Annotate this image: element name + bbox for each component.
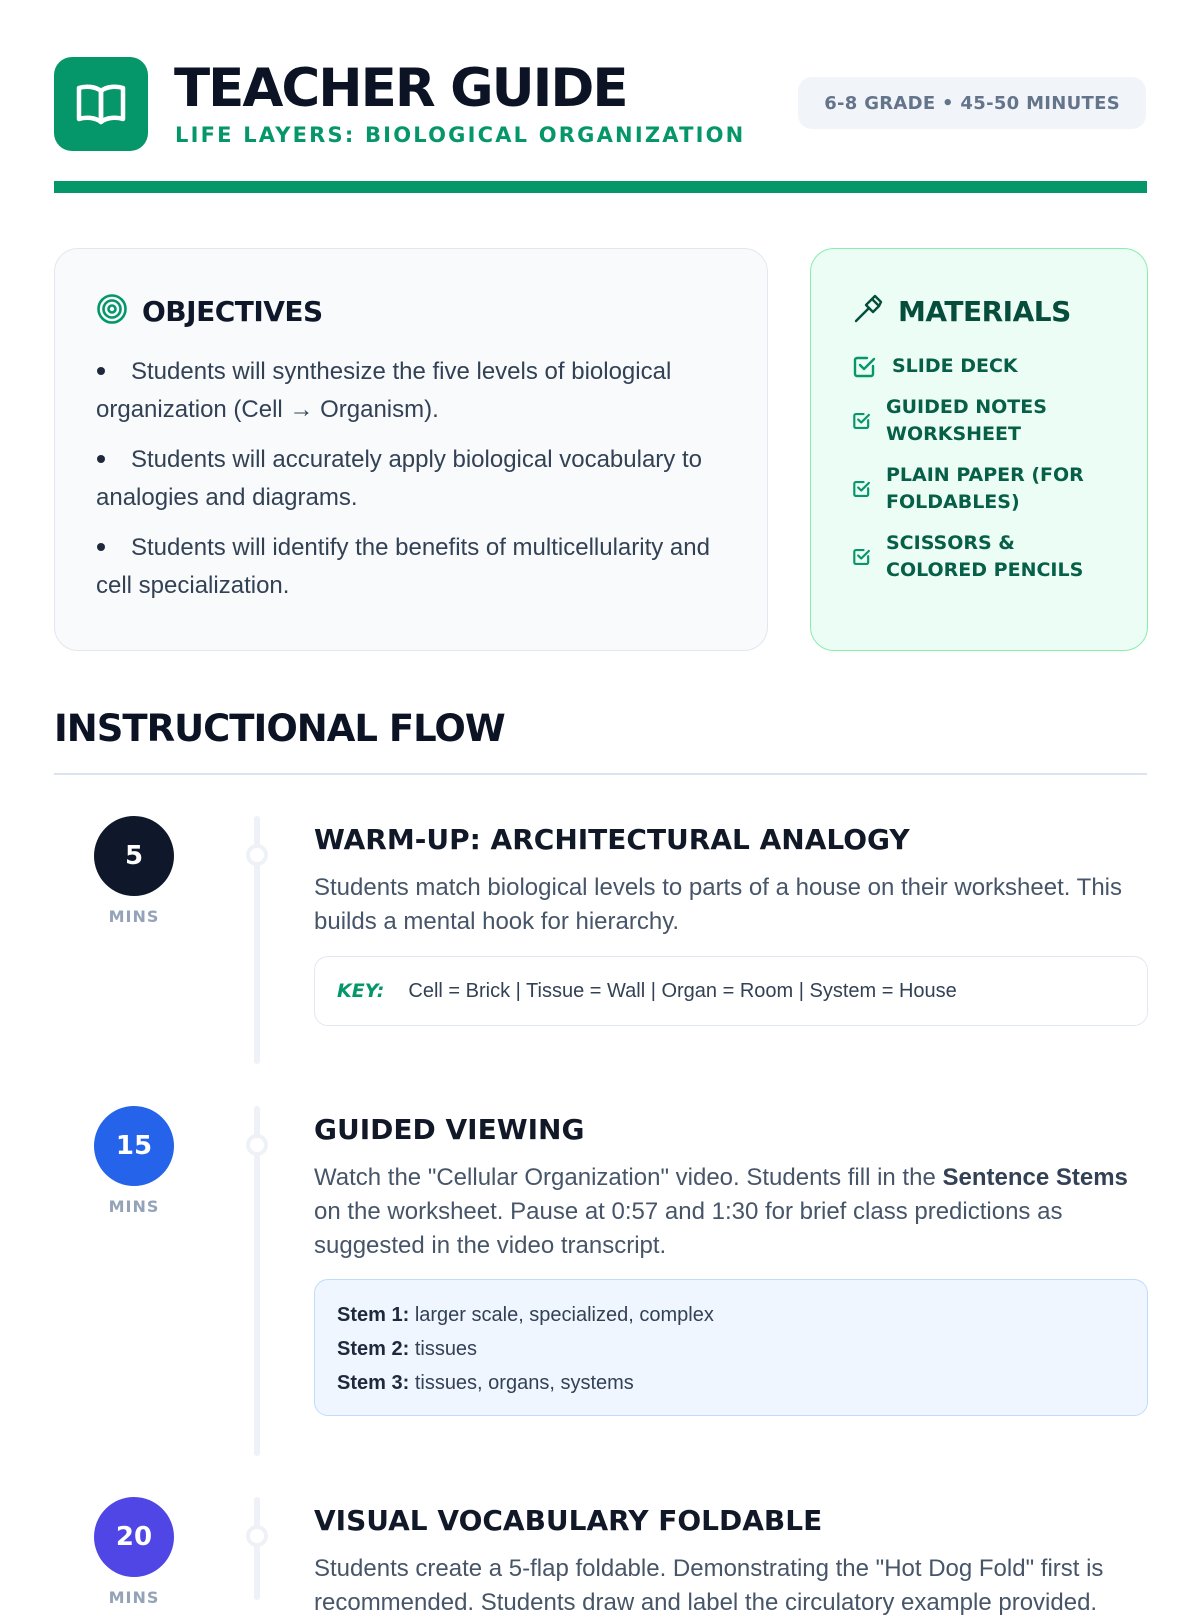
body-text: Watch the "Cellular Organization" video. Students fill in the — [314, 1164, 943, 1191]
timeline-dot — [246, 1134, 268, 1156]
material-label: PLAIN PAPER (FOR FOLDABLES) — [886, 464, 1084, 513]
stem-answer: tissues — [414, 1338, 478, 1360]
time-badge: 5 — [94, 816, 174, 896]
time-badge: 15 — [94, 1106, 174, 1186]
stem-label: Stem 1: — [337, 1304, 410, 1326]
list-item — [852, 394, 1122, 448]
objective-text: Students will identify the benefits of multicellularity and cell specialization. — [96, 534, 710, 599]
timeline-dot — [246, 1525, 268, 1547]
time-badge: 20 — [94, 1497, 174, 1577]
material-label: SLIDE DECK — [892, 355, 1018, 377]
mins-label: MINS — [108, 1588, 160, 1607]
answer-key-box — [314, 956, 1148, 1026]
header-divider — [54, 181, 1147, 193]
bullet-icon — [97, 455, 105, 463]
step-description: Students match biological levels to parts of a house on their worksheet. This builds a mental hook for hierarchy. — [314, 874, 1122, 935]
timeline-track — [254, 1106, 260, 1456]
list-item — [852, 462, 1122, 516]
materials-card — [810, 248, 1148, 651]
objectives-list — [96, 353, 736, 617]
checkbox-icon — [852, 479, 872, 499]
section-title: INSTRUCTIONAL FLOW — [54, 707, 505, 750]
checkbox-icon — [852, 547, 872, 567]
materials-title: MATERIALS — [898, 295, 1071, 328]
stem-row — [337, 1366, 1125, 1400]
checkbox-icon — [852, 354, 878, 380]
page-header — [54, 57, 1146, 152]
list-item — [96, 441, 736, 517]
material-label: GUIDED NOTES WORKSHEET — [886, 396, 1047, 445]
key-label: KEY: — [337, 980, 385, 1002]
key-text: Cell = Brick | Tissue = Wall | Organ = Room | System = House — [408, 979, 957, 1002]
step-title: VISUAL VOCABULARY FOLDABLE — [314, 1504, 823, 1537]
materials-header — [852, 293, 1071, 330]
timeline-track — [254, 1497, 260, 1600]
grade-duration-badge: 6-8 GRADE • 45-50 MINUTES — [798, 77, 1146, 129]
book-open-icon — [54, 57, 148, 151]
page-title: TEACHER GUIDE — [174, 58, 627, 119]
list-item — [96, 353, 736, 429]
bullet-icon — [97, 367, 105, 375]
list-item — [852, 353, 1122, 380]
materials-list — [852, 353, 1122, 598]
sentence-stems-box — [314, 1279, 1148, 1416]
mins-label: MINS — [108, 1197, 160, 1216]
stem-label: Stem 3: — [337, 1372, 410, 1394]
objectives-title: OBJECTIVES — [142, 295, 323, 328]
step-description — [314, 1161, 1144, 1263]
section-divider — [54, 773, 1147, 775]
target-icon — [96, 293, 128, 330]
flow-step — [54, 1106, 1148, 1456]
objectives-header — [96, 293, 323, 330]
list-item — [852, 530, 1122, 584]
flow-step — [54, 816, 1148, 1066]
hammer-icon — [852, 293, 884, 330]
objectives-card — [54, 248, 768, 651]
objective-text: Students will accurately apply biological vocabulary to analogies and diagrams. — [96, 446, 702, 511]
page-subtitle: LIFE LAYERS: BIOLOGICAL ORGANIZATION — [175, 123, 746, 147]
flow-step — [54, 1497, 1148, 1616]
stem-answer: tissues, organs, systems — [414, 1372, 634, 1394]
step-title: GUIDED VIEWING — [314, 1113, 585, 1146]
step-description: Students create a 5-flap foldable. Demonstrating the "Hot Dog Fold" first is recommended. Students draw and label the circulatory example provided. — [314, 1555, 1104, 1616]
material-label: SCISSORS & COLORED PENCILS — [886, 532, 1084, 581]
timeline-dot — [246, 844, 268, 866]
checkbox-icon — [852, 411, 872, 431]
body-text: on the worksheet. Pause at 0:57 and 1:30 for brief class predictions as suggested in the video transcript. — [314, 1198, 1063, 1259]
bullet-icon — [97, 543, 105, 551]
body-emphasis: Sentence Stems — [942, 1164, 1128, 1191]
step-title: WARM-UP: ARCHITECTURAL ANALOGY — [314, 823, 910, 856]
stem-row — [337, 1298, 1125, 1332]
stem-label: Stem 2: — [337, 1338, 410, 1360]
list-item — [96, 529, 736, 605]
stem-row — [337, 1332, 1125, 1366]
mins-label: MINS — [108, 907, 160, 926]
stem-answer: larger scale, specialized, complex — [414, 1304, 714, 1326]
objective-text: Students will synthesize the five levels of biological organization (Cell → Organism). — [96, 358, 672, 423]
